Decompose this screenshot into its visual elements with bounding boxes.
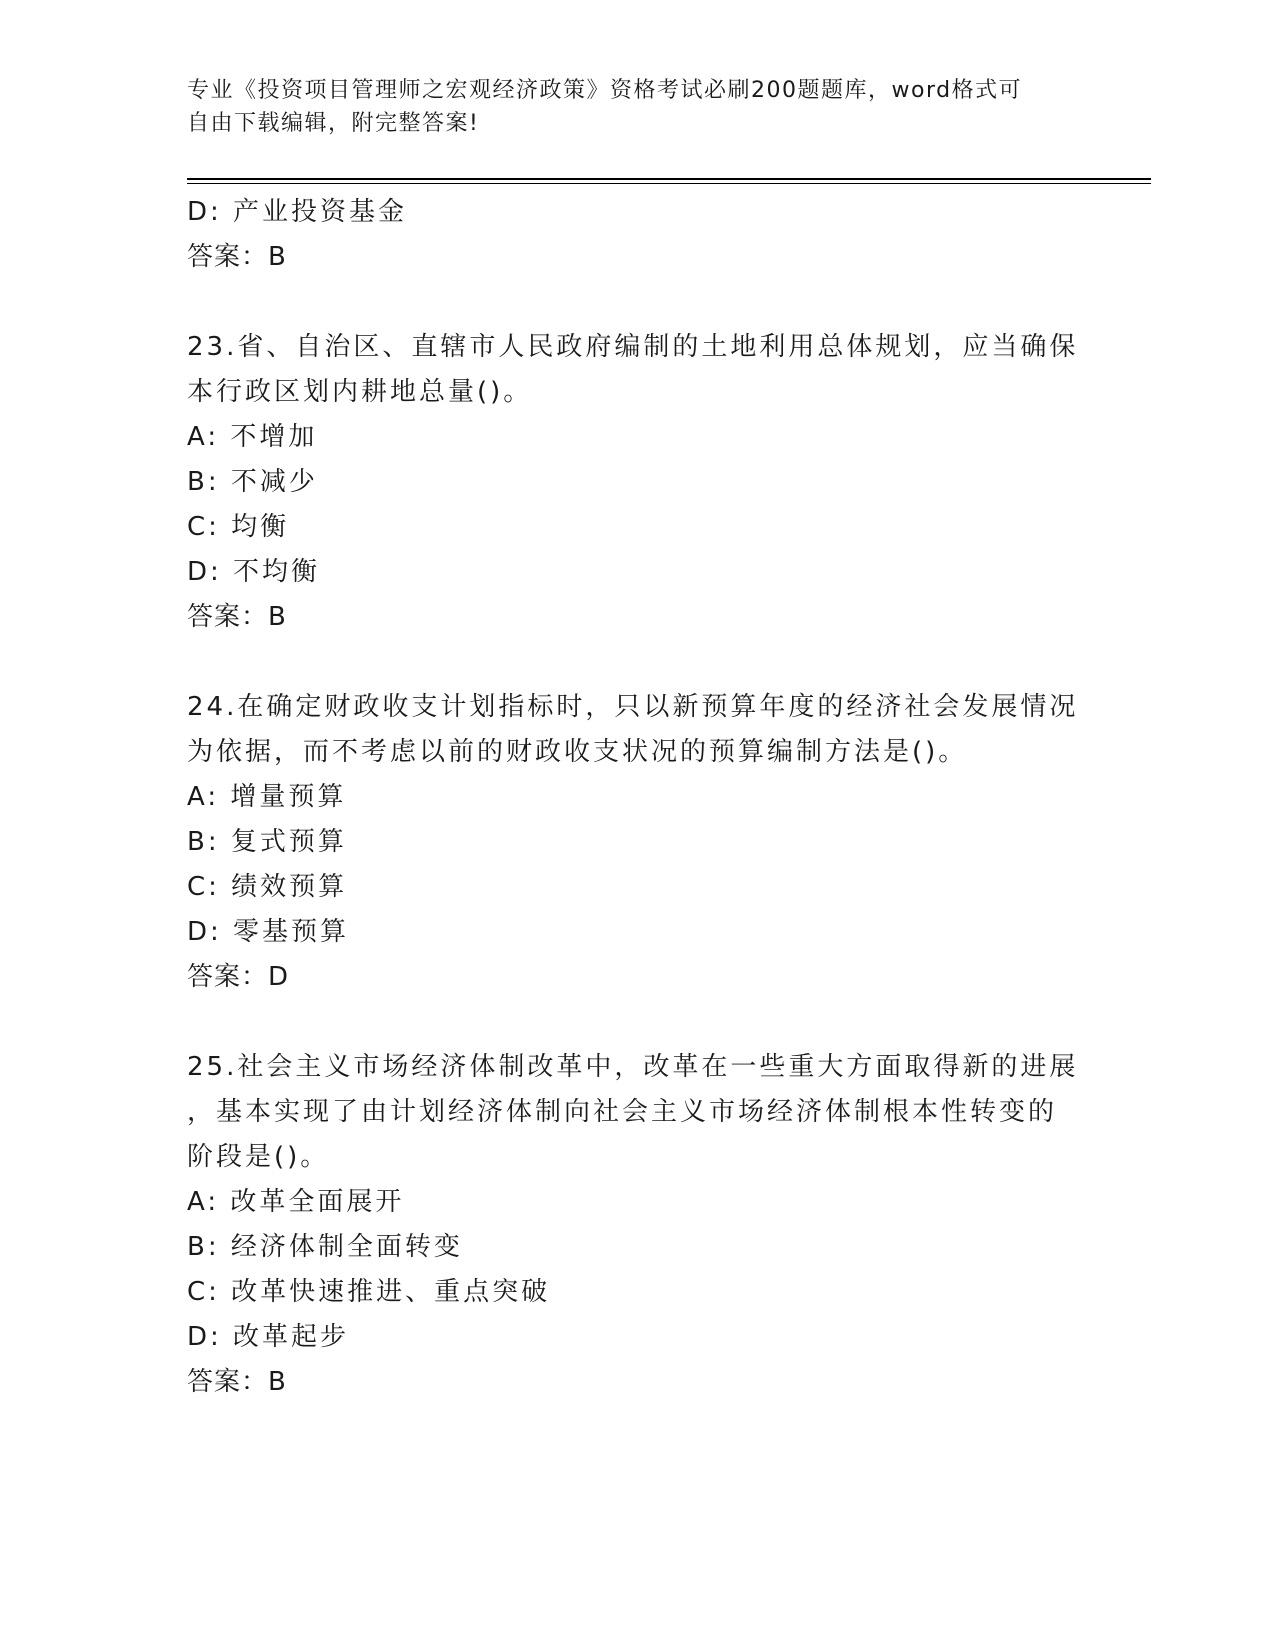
question-24 — [187, 685, 1087, 1000]
header-line-2: 自由下载编辑，附完整答案! — [187, 111, 480, 136]
answer: 答案：D — [187, 962, 290, 992]
question-23 — [187, 325, 1087, 640]
option-a: A: 改革全面展开 — [187, 1187, 405, 1217]
answer: 答案：B — [187, 602, 287, 632]
carryover-option-d: D: 产业投资基金 — [187, 197, 408, 227]
question-text-line: 25.社会主义市场经济体制改革中，改革在一些重大方面取得新的进展 — [187, 1052, 1079, 1082]
question-text-line: 阶段是()。 — [187, 1142, 330, 1172]
answer: 答案：B — [187, 1367, 287, 1397]
header-rule-thick — [187, 178, 1151, 180]
option-d: D: 改革起步 — [187, 1322, 350, 1352]
option-c: C: 改革快速推进、重点突破 — [187, 1277, 551, 1307]
question-text-line: 24.在确定财政收支计划指标时，只以新预算年度的经济社会发展情况 — [187, 692, 1079, 722]
document-header — [187, 74, 1087, 140]
question-text-line: ，基本实现了由计划经济体制向社会主义市场经济体制根本性转变的 — [187, 1097, 1058, 1127]
option-c: C: 均衡 — [187, 512, 290, 542]
option-b: B: 复式预算 — [187, 827, 347, 857]
option-b: B: 不减少 — [187, 467, 318, 497]
option-a: A: 增量预算 — [187, 782, 347, 812]
question-text-line: 本行政区划内耕地总量()。 — [187, 377, 533, 407]
option-d: D: 不均衡 — [187, 557, 321, 587]
spacer — [187, 640, 1087, 685]
question-text-line: 23.省、自治区、直辖市人民政府编制的土地利用总体规划，应当确保 — [187, 332, 1079, 362]
header-line-1: 专业《投资项目管理师之宏观经济政策》资格考试必刷200题题库，word格式可 — [187, 78, 1023, 103]
question-content — [187, 190, 1087, 1405]
option-a: A: 不增加 — [187, 422, 318, 452]
carryover-answer: 答案：B — [187, 242, 287, 272]
header-rule-thin — [187, 183, 1151, 184]
spacer — [187, 1000, 1087, 1045]
spacer — [187, 280, 1087, 325]
option-c: C: 绩效预算 — [187, 872, 348, 902]
question-25 — [187, 1045, 1087, 1405]
option-b: B: 经济体制全面转变 — [187, 1232, 463, 1262]
option-d: D: 零基预算 — [187, 917, 350, 947]
question-text-line: 为依据，而不考虑以前的财政收支状况的预算编制方法是()。 — [187, 737, 968, 767]
